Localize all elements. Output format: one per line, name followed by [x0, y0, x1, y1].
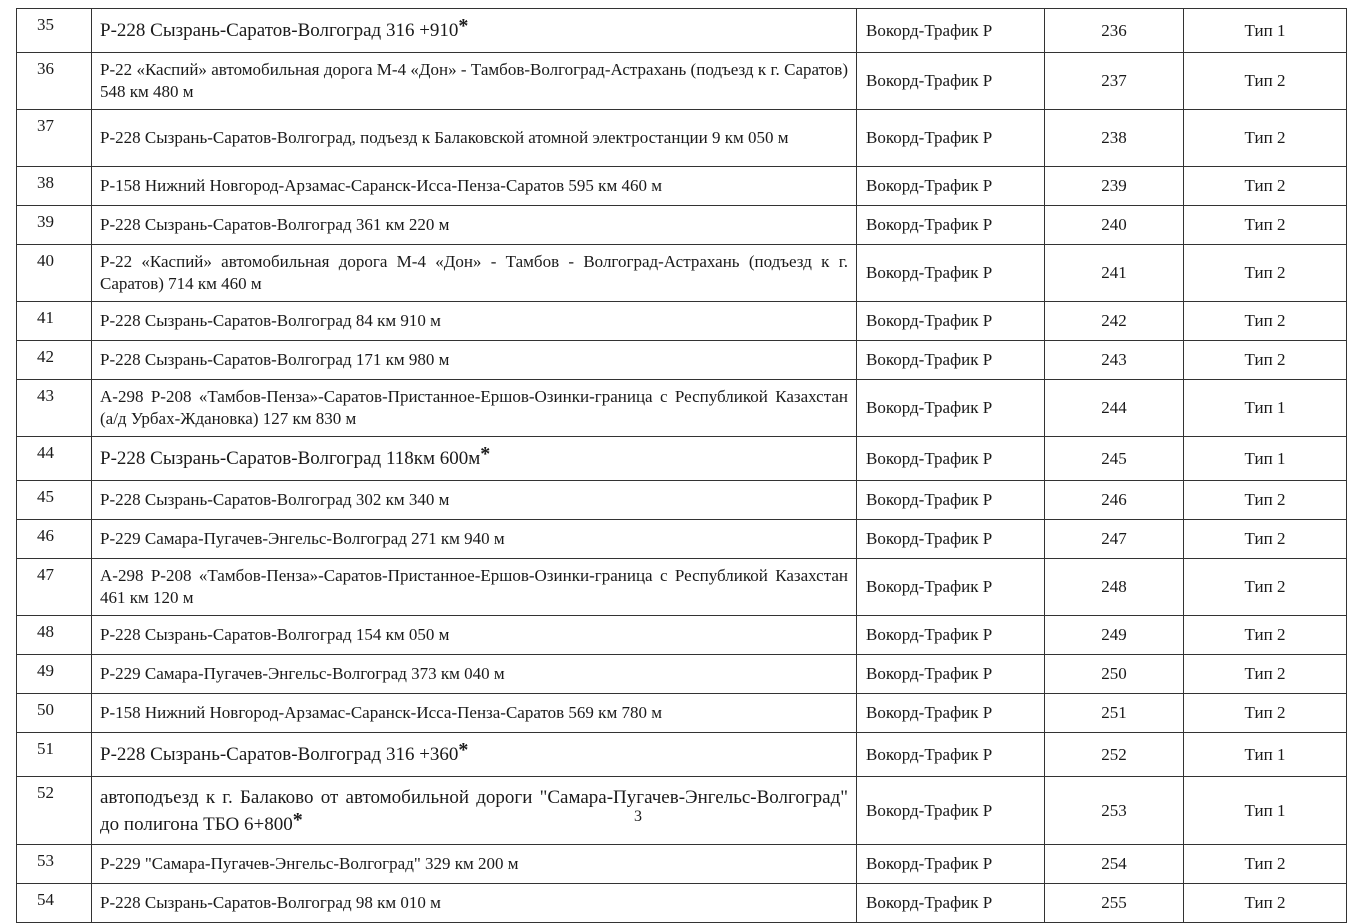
location-name: [92, 559, 857, 616]
device-id: 239: [1045, 167, 1184, 206]
device-id: 252: [1045, 733, 1184, 777]
table-row: [17, 481, 1347, 520]
device-model: Вокорд-Трафик Р: [857, 380, 1045, 437]
footnote-asterisk: *: [480, 442, 491, 465]
row-number: 43: [17, 380, 92, 437]
row-number: 48: [17, 616, 92, 655]
location-name: [92, 9, 857, 53]
location-text: Р-228 Сызрань-Саратов-Волгоград 316 +360: [100, 743, 459, 765]
row-number: 52: [17, 777, 92, 845]
device-type: Тип 2: [1184, 167, 1347, 206]
location-text: А-298 Р-208 «Тамбов-Пенза»-Саратов-Пристанное-Ершов-Озинки-граница с Республикой Казахстан 461 км 120 м: [100, 566, 848, 607]
device-id: 238: [1045, 110, 1184, 167]
table-row: [17, 53, 1347, 110]
device-model: Вокорд-Трафик Р: [857, 777, 1045, 845]
device-id: 244: [1045, 380, 1184, 437]
device-model: Вокорд-Трафик Р: [857, 9, 1045, 53]
location-text: Р-158 Нижний Новгород-Арзамас-Саранск-Исса-Пенза-Саратов 595 км 460 м: [100, 176, 662, 195]
device-type: Тип 1: [1184, 777, 1347, 845]
table-row: [17, 845, 1347, 884]
device-id: 246: [1045, 481, 1184, 520]
location-text: Р-228 Сызрань-Саратов-Волгоград, подъезд к Балаковской атомной электростанции 9 км 050 м: [100, 128, 789, 147]
location-text: Р-22 «Каспий» автомобильная дорога М-4 «Дон» - Тамбов-Волгоград-Астрахань (подъезд к г. Саратов) 548 км 480 м: [100, 60, 848, 101]
row-number: 51: [17, 733, 92, 777]
location-text: автоподъезд к г. Балаково от автомобильной дороги "Самара-Пугачев-Энгельс-Волгоград" до полигона ТБО 6+800: [100, 786, 848, 835]
table-row: [17, 520, 1347, 559]
device-model: Вокорд-Трафик Р: [857, 616, 1045, 655]
footnote-asterisk: *: [458, 738, 469, 761]
location-text: Р-228 Сызрань-Саратов-Волгоград 118км 600м: [100, 447, 481, 469]
device-id: 254: [1045, 845, 1184, 884]
device-model: Вокорд-Трафик Р: [857, 206, 1045, 245]
table-row: [17, 167, 1347, 206]
device-type: Тип 2: [1184, 206, 1347, 245]
device-model: Вокорд-Трафик Р: [857, 167, 1045, 206]
device-id: 249: [1045, 616, 1184, 655]
table-row: [17, 733, 1347, 777]
table-row: [17, 110, 1347, 167]
location-name: [92, 884, 857, 923]
device-type: Тип 2: [1184, 655, 1347, 694]
device-id: 253: [1045, 777, 1184, 845]
location-name: [92, 845, 857, 884]
device-id: 241: [1045, 245, 1184, 302]
device-model: Вокорд-Трафик Р: [857, 302, 1045, 341]
device-type: Тип 2: [1184, 110, 1347, 167]
row-number: 44: [17, 437, 92, 481]
location-text: Р-228 Сызрань-Саратов-Волгоград 84 км 910 м: [100, 311, 441, 330]
row-number: 41: [17, 302, 92, 341]
row-number: 49: [17, 655, 92, 694]
device-type: Тип 2: [1184, 845, 1347, 884]
device-id: 247: [1045, 520, 1184, 559]
table-row: [17, 245, 1347, 302]
row-number: 36: [17, 53, 92, 110]
row-number: 54: [17, 884, 92, 923]
table-row: [17, 206, 1347, 245]
page-number: 3: [634, 808, 642, 825]
device-model: Вокорд-Трафик Р: [857, 53, 1045, 110]
device-model: Вокорд-Трафик Р: [857, 341, 1045, 380]
device-id: 237: [1045, 53, 1184, 110]
device-type: Тип 2: [1184, 302, 1347, 341]
device-type: Тип 2: [1184, 694, 1347, 733]
device-type: Тип 1: [1184, 733, 1347, 777]
device-id: 245: [1045, 437, 1184, 481]
device-type: Тип 2: [1184, 53, 1347, 110]
location-name: [92, 437, 857, 481]
row-number: 37: [17, 110, 92, 167]
device-model: Вокорд-Трафик Р: [857, 245, 1045, 302]
table-row: [17, 302, 1347, 341]
table-row: [17, 380, 1347, 437]
device-id: 248: [1045, 559, 1184, 616]
device-type: Тип 2: [1184, 245, 1347, 302]
device-model: Вокорд-Трафик Р: [857, 110, 1045, 167]
device-model: Вокорд-Трафик Р: [857, 437, 1045, 481]
location-text: Р-228 Сызрань-Саратов-Волгоград 98 км 010 м: [100, 893, 441, 912]
row-number: 39: [17, 206, 92, 245]
device-id: 240: [1045, 206, 1184, 245]
device-id: 242: [1045, 302, 1184, 341]
footnote-asterisk: *: [292, 808, 303, 831]
location-text: Р-22 «Каспий» автомобильная дорога М-4 «Дон» - Тамбов - Волгоград-Астрахань (подъезд к г. Саратов) 714 км 460 м: [100, 252, 848, 293]
row-number: 38: [17, 167, 92, 206]
location-text: Р-158 Нижний Новгород-Арзамас-Саранск-Исса-Пенза-Саратов 569 км 780 м: [100, 703, 662, 722]
table-row: [17, 655, 1347, 694]
row-number: 45: [17, 481, 92, 520]
location-name: [92, 655, 857, 694]
location-text: Р-229 "Самара-Пугачев-Энгельс-Волгоград" 329 км 200 м: [100, 854, 519, 873]
device-type: Тип 2: [1184, 520, 1347, 559]
device-id: 255: [1045, 884, 1184, 923]
device-type: Тип 2: [1184, 884, 1347, 923]
location-name: [92, 302, 857, 341]
location-text: Р-229 Самара-Пугачев-Энгельс-Волгоград 373 км 040 м: [100, 664, 505, 683]
location-text: Р-228 Сызрань-Саратов-Волгоград 361 км 220 м: [100, 215, 450, 234]
row-number: 50: [17, 694, 92, 733]
device-type: Тип 1: [1184, 9, 1347, 53]
device-id: 243: [1045, 341, 1184, 380]
location-text: Р-229 Самара-Пугачев-Энгельс-Волгоград 271 км 940 м: [100, 529, 505, 548]
device-type: Тип 2: [1184, 481, 1347, 520]
location-name: [92, 520, 857, 559]
location-name: [92, 616, 857, 655]
location-text: А-298 Р-208 «Тамбов-Пенза»-Саратов-Пристанное-Ершов-Озинки-граница с Республикой Казахстан (а/д Урбах-Ждановка) 127 км 830 м: [100, 387, 848, 428]
row-number: 46: [17, 520, 92, 559]
location-text: Р-228 Сызрань-Саратов-Волгоград 154 км 050 м: [100, 625, 450, 644]
location-text: Р-228 Сызрань-Саратов-Волгоград 302 км 340 м: [100, 490, 450, 509]
footnote-asterisk: *: [458, 14, 469, 37]
device-id: 251: [1045, 694, 1184, 733]
row-number: 40: [17, 245, 92, 302]
table-row: [17, 616, 1347, 655]
location-name: [92, 481, 857, 520]
location-name: [92, 245, 857, 302]
device-type: Тип 1: [1184, 437, 1347, 481]
location-name: [92, 110, 857, 167]
device-model: Вокорд-Трафик Р: [857, 884, 1045, 923]
row-number: 53: [17, 845, 92, 884]
device-model: Вокорд-Трафик Р: [857, 481, 1045, 520]
device-id: 236: [1045, 9, 1184, 53]
location-name: [92, 733, 857, 777]
table-row: [17, 884, 1347, 923]
device-model: Вокорд-Трафик Р: [857, 655, 1045, 694]
row-number: 35: [17, 9, 92, 53]
location-name: [92, 341, 857, 380]
device-type: Тип 2: [1184, 559, 1347, 616]
location-name: [92, 380, 857, 437]
location-name: [92, 694, 857, 733]
row-number: 42: [17, 341, 92, 380]
table-row: [17, 9, 1347, 53]
location-name: [92, 53, 857, 110]
device-model: Вокорд-Трафик Р: [857, 520, 1045, 559]
device-model: Вокорд-Трафик Р: [857, 845, 1045, 884]
camera-locations-table: [16, 8, 1347, 923]
location-text: Р-228 Сызрань-Саратов-Волгоград 171 км 980 м: [100, 350, 450, 369]
row-number: 47: [17, 559, 92, 616]
device-type: Тип 2: [1184, 616, 1347, 655]
table-row: [17, 694, 1347, 733]
table-row: [17, 341, 1347, 380]
location-name: [92, 167, 857, 206]
device-type: Тип 1: [1184, 380, 1347, 437]
device-id: 250: [1045, 655, 1184, 694]
device-model: Вокорд-Трафик Р: [857, 559, 1045, 616]
device-model: Вокорд-Трафик Р: [857, 694, 1045, 733]
table-row: [17, 437, 1347, 481]
table-row: [17, 559, 1347, 616]
device-model: Вокорд-Трафик Р: [857, 733, 1045, 777]
location-text: Р-228 Сызрань-Саратов-Волгоград 316 +910: [100, 19, 459, 41]
device-type: Тип 2: [1184, 341, 1347, 380]
location-name: [92, 206, 857, 245]
